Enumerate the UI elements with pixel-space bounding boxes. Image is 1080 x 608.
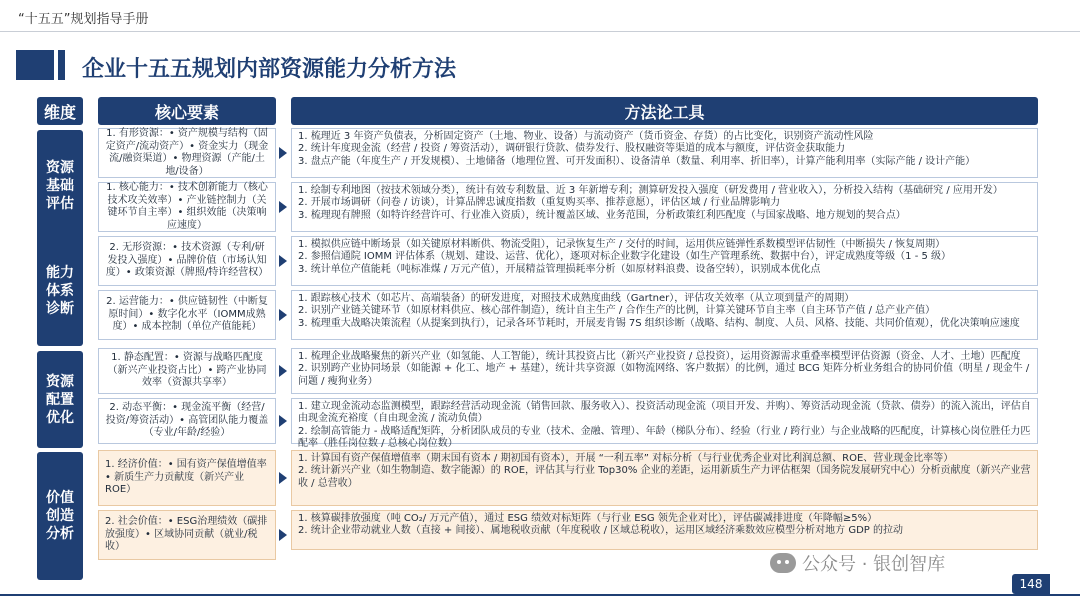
method-tangible-resources: [291, 128, 1038, 178]
page-number: 148: [1012, 574, 1050, 594]
dimension-resource-base: 资源 基础 评估: [37, 130, 83, 242]
core-economic-value: 1. 经济价值：• 国有资产保值增值率 • 新质生产力贡献度（新兴产业ROE）: [98, 450, 276, 506]
method-operating-capability: [291, 290, 1038, 340]
title-accent-stripe: [58, 50, 65, 80]
dimension-capability-diagnosis: 能力 体系 诊断: [37, 236, 83, 346]
method-core-capability: [291, 182, 1038, 232]
column-header-core: 核心要素: [98, 97, 276, 125]
arrow-icon: [279, 255, 287, 267]
arrow-icon: [279, 201, 287, 213]
method-economic-value: [291, 450, 1038, 506]
page-title: 企业十五五规划内部资源能力分析方法: [82, 57, 457, 82]
core-social-value: 2. 社会价值：• ESG治理绩效（碳排放强度）• 区域协同贡献（就业/税收）: [98, 510, 276, 560]
arrow-icon: [279, 415, 287, 427]
document-title: “十五五”规划指导手册: [18, 12, 149, 27]
arrow-icon: [279, 365, 287, 377]
method-social-value: [291, 510, 1038, 550]
method-line: 2. 识别产业链关键环节（如原材料供应、核心部件制造），统计自主生产 / 合作生产的比例，计算关键环节自主率（自主环节产值 / 总产业产值）: [298, 305, 936, 317]
method-line: 2. 统计新兴产业（如生物制造、数字能源）的 ROE，评估其与行业 Top30% 企业的差距，运用新质生产力评估框架（国务院发展研究中心）分析贡献度（新兴产业营收 / 总营收）: [298, 465, 1031, 489]
method-line: 1. 建立现金流动态监测模型，跟踪经营活动现金流（销售回款、服务收入）、投资活动现金流（项目开发、并购）、筹资活动现金流（贷款、债券）的流入流出，评估自由现金流充裕度（自由现金流 / 流动负债）: [298, 401, 1031, 425]
method-line: 3. 梳理重大战略决策流程（从提案到执行），记录各环节耗时，开展麦肯锡 7S 组织诊断（战略、结构、制度、人员、风格、技能、共同价值观），优化决策响应速度: [298, 317, 1020, 329]
method-line: 1. 绘制专利地图（按技术领域分类），统计有效专利数量、近 3 年新增专利；测算研发投入强度（研发费用 / 营业收入），分析投入结构（基础研究 / 应用开发）: [298, 185, 1003, 196]
core-core-capability: 1. 核心能力：• 技术创新能力（核心技术攻关效率）• 产业链控制力（关键环节自主率）• 组织效能（决策响应速度）: [98, 182, 276, 232]
method-line: 3. 统计单位产值能耗（吨标准煤 / 万元产值），开展精益管理损耗率分析（如原材料浪费、设备空转），识别成本优化点: [298, 263, 821, 275]
method-line: 1. 梳理近 3 年资产负债表，分析固定资产（土地、物业、设备）与流动资产（货币资金、存货）的占比变化，识别资产流动性风险: [298, 131, 874, 142]
method-line: 2. 统计年度现金流（经营 / 投资 / 筹资活动），调研银行贷款、债券发行、股权融资等渠道的成本与额度，评估资金获取能力: [298, 143, 846, 155]
arrow-icon: [279, 147, 287, 159]
arrow-icon: [279, 309, 287, 321]
method-line: 2. 开展市场调研（问卷 / 访谈），计算品牌忠诚度指数（重复购买率、推荐意愿），评估区域 / 行业品牌影响力: [298, 197, 781, 209]
method-line: 2. 统计企业带动就业人数（直接 + 间接）、属地税收贡献（年度税收 / 区域总税收），运用区域经济乘数效应模型分析对地方 GDP 的拉动: [298, 525, 904, 537]
method-line: 1. 核算碳排放强度（吨 CO₂/ 万元产值），通过 ESG 绩效对标矩阵（与行业 ESG 领先企业对比），评估碳减排进度（年降幅≥5%）: [298, 513, 878, 524]
footer-divider: [0, 594, 1080, 596]
core-operating-capability: 2. 运营能力：• 供应链韧性（中断复原时间）• 数字化水平（IOMM成熟度）• 成本控制（单位产值能耗）: [98, 290, 276, 340]
core-intangible-resources: 2. 无形资源：• 技术资源（专利/研发投入强度）• 品牌价值（市场认知度）• 政策资源（牌照/特许经营权）: [98, 236, 276, 286]
header-divider: [0, 31, 1080, 32]
wechat-icon: [770, 553, 796, 573]
method-static-allocation: [291, 348, 1038, 394]
core-tangible-resources: 1. 有形资源：• 资产规模与结构（固定资产/流动资产）• 资金实力（现金流/融资渠道）• 物理资源（产能/土地/设备）: [98, 128, 276, 178]
column-header-method: 方法论工具: [291, 97, 1038, 125]
title-accent-block: [16, 50, 54, 80]
watermark-text: 公众号 · 银创智库: [802, 554, 946, 575]
method-intangible-resources: [291, 236, 1038, 286]
method-line: 3. 梳理现有牌照（如特许经营许可、行业准入资质），统计覆盖区域、业务范围，分析政策红利匹配度（与国家战略、地方规划的契合点）: [298, 209, 906, 221]
method-line: 1. 模拟供应链中断场景（如关键原材料断供、物流受阻），记录恢复生产 / 交付的时间，运用供应链弹性系数模型评估韧性（中断损失 / 恢复周期）: [298, 239, 946, 250]
dimension-value-creation: 价值 创造 分析: [37, 452, 83, 580]
method-line: 2. 参照信通院 IOMM 评估体系（规划、建设、运营、优化），逐项对标企业数字化建设（如生产管理系统、数据中台），评定成熟度等级（1 - 5 级）: [298, 251, 952, 263]
core-dynamic-balance: 2. 动态平衡：• 现金流平衡（经营/投资/筹资活动）• 高管团队能力覆盖（专业/年龄/经验）: [98, 398, 276, 444]
method-line: 2. 识别跨产业协同场景（如能源 + 化工、地产 + 基建），统计共享资源（如物流网络、客户数据）的比例，通过 BCG 矩阵分析业务组合的协同价值（明星 / 现金牛 / 问题 / 瘦狗业务）: [298, 363, 1030, 387]
arrow-icon: [279, 472, 287, 484]
method-line: 1. 梳理企业战略聚焦的新兴产业（如氢能、人工智能），统计其投资占比（新兴产业投资 / 总投资），运用资源需求重叠率模型评估资源（资金、人才、土地）匹配度: [298, 351, 1021, 362]
method-line: 1. 跟踪核心技术（如芯片、高端装备）的研发进度，对照技术成熟度曲线（Gartner），评估攻关效率（从立项到量产的周期）: [298, 293, 855, 304]
dimension-resource-allocation: 资源 配置 优化: [37, 351, 83, 448]
method-line: 3. 盘点产能（年度生产 / 开发规模）、土地储备（地理位置、可开发面积）、设备清单（数量、利用率、折旧率），计算产能利用率（实际产能 / 设计产能）: [298, 155, 976, 167]
core-static-allocation: 1. 静态配置：• 资源与战略匹配度（新兴产业投资占比）• 跨产业协同效率（资源共享率）: [98, 348, 276, 394]
column-header-dimension: 维度: [37, 97, 83, 125]
arrow-icon: [279, 529, 287, 541]
watermark: [770, 550, 945, 576]
method-line: 2. 绘制高管能力 - 战略适配矩阵，分析团队成员的专业（技术、金融、管理）、年龄（梯队分布）、经验（行业 / 跨行业）与企业战略的匹配度，计算核心岗位胜任力匹配率（胜任岗位数 / 总核心岗位数）: [298, 425, 1031, 449]
method-dynamic-balance: [291, 398, 1038, 449]
method-line: 1. 计算国有资产保值增值率（期末国有资本 / 期初国有资本），开展 “一利五率” 对标分析（与行业优秀企业对比利润总额、ROE、营业现金比率等）: [298, 453, 954, 464]
